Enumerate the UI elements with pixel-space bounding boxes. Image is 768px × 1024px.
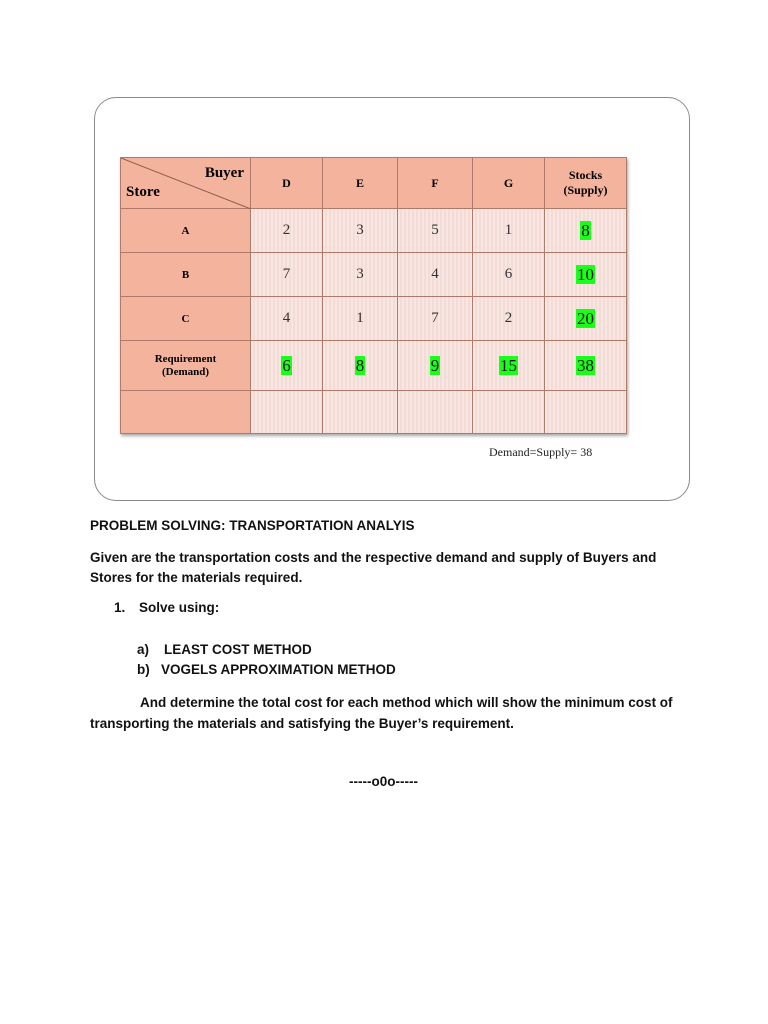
instruction-paragraph [90,692,700,734]
intro-paragraph: Given are the transportation costs and the respective demand and supply of Buyers and Stores for the materials required. [90,550,657,585]
supply-a-cell [545,209,627,253]
table-row-demand [121,341,627,391]
cost-c-d: 4 [251,297,323,341]
row-label-c: C [121,297,251,341]
list-item-text: Solve using: [139,600,220,615]
transportation-table [120,157,627,434]
sub-item-a: a) LEAST COST METHOD [137,642,312,657]
demand-total-cell [545,341,627,391]
demand-d: 6 [282,355,291,375]
demand-supply-note: Demand=Supply= 38 [489,445,593,459]
demand-e: 8 [355,355,365,375]
cost-a-d: 2 [251,209,323,253]
cost-c-f: 7 [398,297,473,341]
column-header-e: E [323,158,398,209]
table-row-a [121,209,627,253]
sub-item-b: b) VOGELS APPROXIMATION METHOD [137,662,396,677]
demand-e-cell [323,341,398,391]
cost-b-d: 7 [251,253,323,297]
corner-buyer-label: Buyer [204,165,244,181]
empty-cell [398,391,473,434]
column-header-supply: Stocks (Supply) [545,158,627,209]
cost-c-g: 2 [473,297,545,341]
supply-a: 8 [581,220,590,240]
table-row-b [121,253,627,297]
column-header-f: F [398,158,473,209]
demand-g-cell [473,341,545,391]
corner-store-label: Store [126,184,160,200]
table-header-row [121,158,627,209]
row-label-b: B [121,253,251,297]
cost-b-g: 6 [473,253,545,297]
demand-d-cell [251,341,323,391]
empty-stub-cell [121,391,251,434]
column-header-g: G [473,158,545,209]
list-item-1 [114,600,219,615]
table-row-c [121,297,627,341]
instruction-text: And determine the total cost for each method which will show the minimum cost of transporting the materials and satisfying the Buyer’s requirement. [90,695,673,731]
table-row-empty [121,391,627,434]
cost-c-e: 1 [323,297,398,341]
column-header-d: D [251,158,323,209]
supply-b-cell [545,253,627,297]
empty-cell [251,391,323,434]
end-separator: -----o0o----- [349,774,418,789]
demand-g: 15 [500,355,517,375]
corner-cell [121,158,251,209]
demand-f-cell [398,341,473,391]
section-heading: PROBLEM SOLVING: TRANSPORTATION ANALYIS [90,518,415,533]
row-label-demand: Requirement (Demand) [121,341,251,391]
row-label-a: A [121,209,251,253]
list-number: 1. [114,600,126,615]
supply-b: 10 [577,264,594,284]
cost-a-g: 1 [473,209,545,253]
empty-cell [473,391,545,434]
cost-b-e: 3 [323,253,398,297]
cost-b-f: 4 [398,253,473,297]
demand-f: 9 [430,355,440,375]
cost-a-e: 3 [323,209,398,253]
empty-cell [545,391,627,434]
supply-c-cell [545,297,627,341]
cost-a-f: 5 [398,209,473,253]
demand-total: 38 [577,355,594,375]
empty-cell [323,391,398,434]
supply-c: 20 [577,308,594,328]
